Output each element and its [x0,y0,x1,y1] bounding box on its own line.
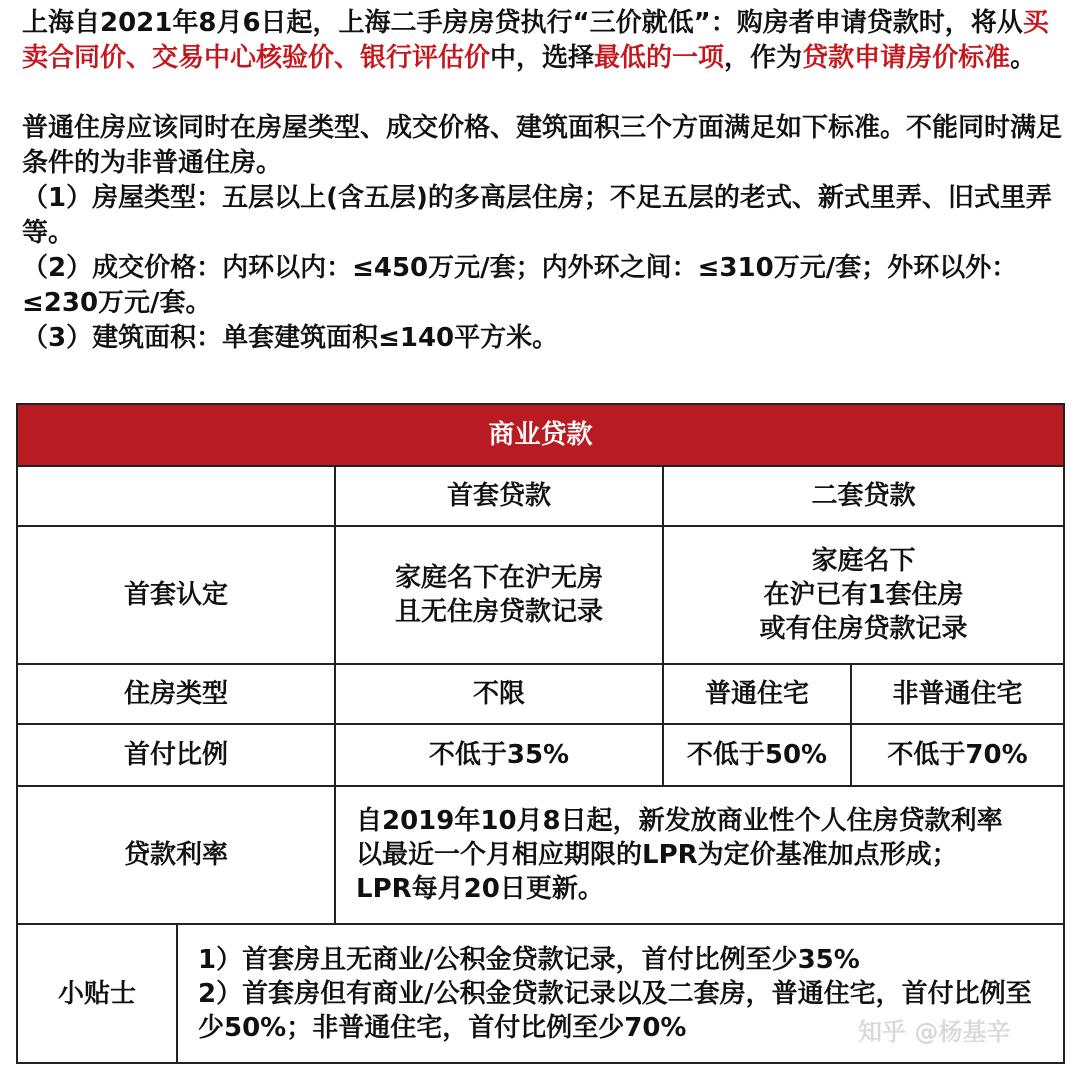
row-label-first-home: 首套认定 [17,526,335,664]
price-types-highlight: 买卖合同价、交易中心核验价、银行评估价 [22,8,1049,73]
tips-text: 1）首套房且无商业/公积金贷款记录，首付比例至少35% 2）首套房但有商业/公积金贷款记录以及二套房，普通住宅，首付比例至少50%；非普通住宅，首付比例至少70% [177,924,1064,1063]
table-row [17,664,1064,724]
first-loan-house-type: 不限 [335,664,663,724]
empty-corner-cell [17,466,335,526]
second-loan-condition: 家庭名下 在沪已有1套住房 或有住房贷款记录 [663,526,1064,664]
intro-text-1c: ，作为 [724,43,803,73]
row-label-house-type: 住房类型 [17,664,335,724]
paragraph-gap [22,76,1062,111]
intro-paragraph-policy [22,6,1062,76]
intro-text [22,6,1062,356]
second-ordinary-down-payment: 不低于50% [663,724,851,786]
first-loan-down-payment: 不低于35% [335,724,663,786]
lowest-highlight: 最低的一项 [594,43,725,73]
commercial-loan-table [16,403,1065,1064]
second-loan-non-ordinary: 非普通住宅 [851,664,1064,724]
criteria-area: （3）建筑面积：单套建筑面积≤140平方米。 [22,323,559,353]
criteria-house-type: （1）房屋类型：五层以上(含五层)的多高层住房；不足五层的老式、新式里弄、旧式里弄等。 [22,183,1052,248]
row-label-down-payment: 首付比例 [17,724,335,786]
row-label-tips: 小贴士 [17,924,177,1063]
column-first-loan: 首套贷款 [335,466,663,526]
watermark: 知乎 @杨基辛 [858,1018,1011,1046]
first-loan-condition: 家庭名下在沪无房 且无住房贷款记录 [335,526,663,664]
criteria-price: （2）成交价格：内环以内：≤450万元/套；内外环之间：≤310万元/套；外环以外：≤230万元/套。 [22,253,1018,318]
second-loan-ordinary: 普通住宅 [663,664,851,724]
column-second-loan: 二套贷款 [663,466,1064,526]
interest-rate-text: 自2019年10月8日起，新发放商业性个人住房贷款利率 以最近一个月相应期限的LPR为定价基准加点形成； LPR每月20日更新。 [335,786,1064,924]
loan-standard-highlight: 贷款申请房价标准 [802,43,1011,73]
table-header-row [17,404,1064,466]
second-non-ordinary-down-payment: 不低于70% [851,724,1064,786]
table-title: 商业贷款 [17,404,1064,466]
intro-text-1b: 中，选择 [490,43,595,73]
intro-text-1a: 上海自2021年8月6日起，上海二手房房贷执行“三价就低”：购房者申请贷款时，将从 [22,8,1023,38]
table-column-row [17,466,1064,526]
intro-paragraph-standard: 普通住房应该同时在房屋类型、成交价格、建筑面积三个方面满足如下标准。不能同时满足条件的为非普通住房。 [22,113,1063,178]
table-row [17,724,1064,786]
table-row [17,786,1064,924]
row-label-interest-rate: 贷款利率 [17,786,335,924]
intro-text-1d: 。 [1010,43,1037,73]
table-row [17,526,1064,664]
